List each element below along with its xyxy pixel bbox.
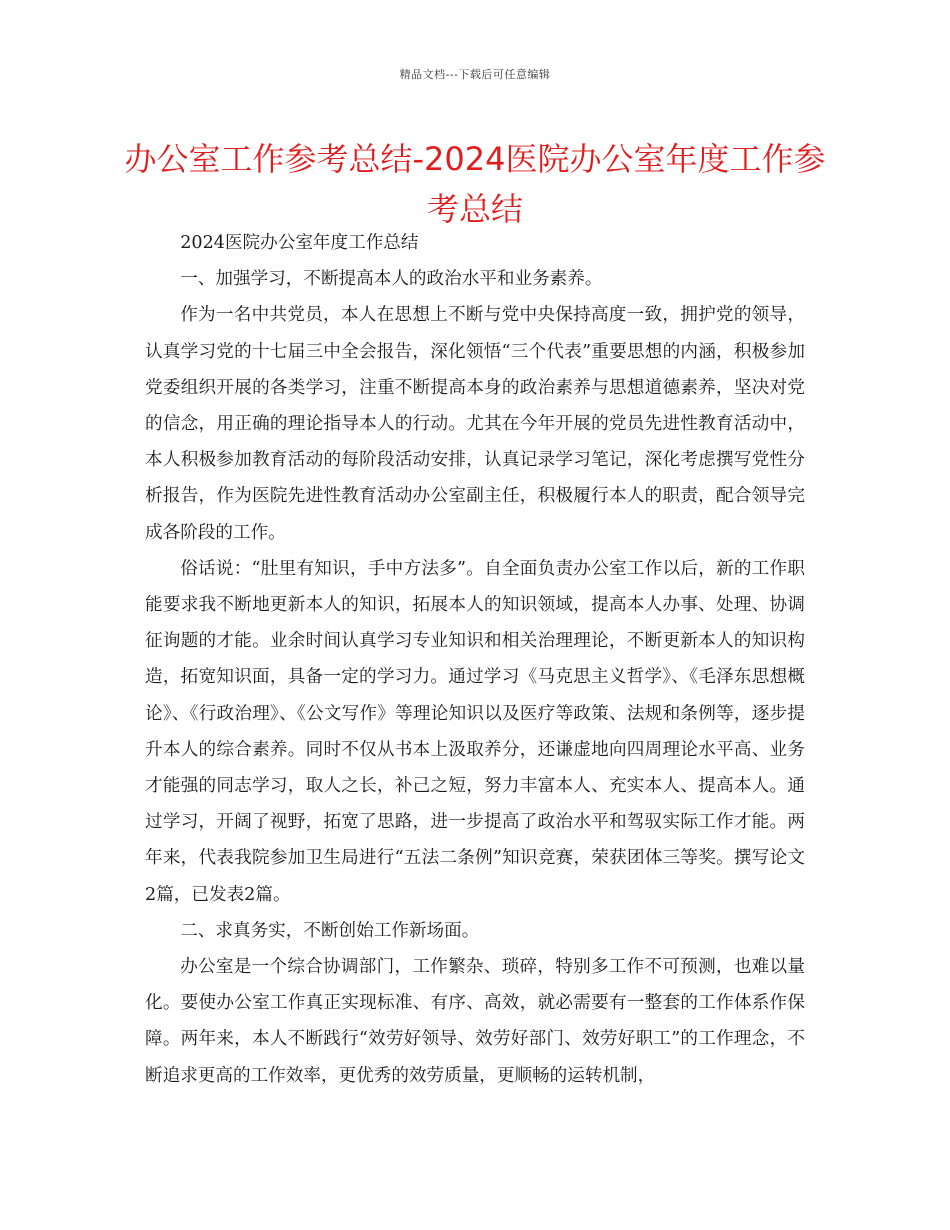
body-paragraph: 作为一名中共党员，本人在思想上不断与党中央保持高度一致，拥护党的领导，认真学习党的十七届三中全会报告，深化领悟“三个代表”重要思想的内涵，积极参加党委组织开展的各类学习，注重不断提高本身的政治素养与思想道德素养，坚决对党的信念，用正确的理论指导本人的行动。尤其在今年开展的党员先进性教育活动中，本人积极参加教育活动的每阶段活动安排，认真记录学习笔记，深化考虑撰写党性分析报告，作为医院先进性教育活动办公室副主任，积极履行本人的职责，配合领导完成各阶段的工作。 xyxy=(145,305,805,543)
body-paragraph: 办公室是一个综合协调部门，工作繁杂、琐碎，特别多工作不可预测，也难以量化。要使办公室工作真正实现标准、有序、高效，就必需要有一整套的工作体系作保障。两年来，本人不断践行“效劳好领导、效劳好部门、效劳好职工”的工作理念，不断追求更高的工作效率，更优秀的效劳质量，更顺畅的运转机制， xyxy=(145,957,805,1086)
header-note: 精品文档---下载后可任意编辑 xyxy=(399,68,551,81)
section-heading-1: 一、加强学习，不断提高本人的政治水平和业务素养。 xyxy=(180,269,603,290)
subtitle-paragraph: 2024医院办公室年度工作总结 xyxy=(180,233,419,253)
body-paragraph: 俗话说：“肚里有知识，手中方法多”。自全面负责办公室工作以后，新的工作职能要求我不断地更新本人的知识，拓展本人的知识领域，提高本人办事、处理、协调征询题的才能。业余时间认真学习专业知识和相关治理理论，不断更新本人的知识构造，拓宽知识面，具备一定的学习力。通过学习《马克思主义哲学》、《毛泽东思想概论》、《行政治理》、《公文写作》等理论知识以及医疗等政策、法规和条例等，逐步提升本人的综合素养。同时不仅从书本上汲取养分，还谦虚地向四周理论水平高、业务才能强的同志学习，取人之长，补己之短，努力丰富本人、充实本人、提高本人。通过学习，开阔了视野，拓宽了思路，进一步提高了政治水平和驾驭实际工作才能。两年来，代表我院参加卫生局进行“五法二条例”知识竞赛，荣获团体三等奖。撰写论文2篇，已发表2篇。 xyxy=(145,558,805,905)
document-body xyxy=(145,225,805,1094)
section-heading-2: 二、求真务实，不断创始工作新场面。 xyxy=(180,920,480,941)
document-title: 办公室工作参考总结-2024医院办公室年度工作参考总结 xyxy=(124,140,826,228)
